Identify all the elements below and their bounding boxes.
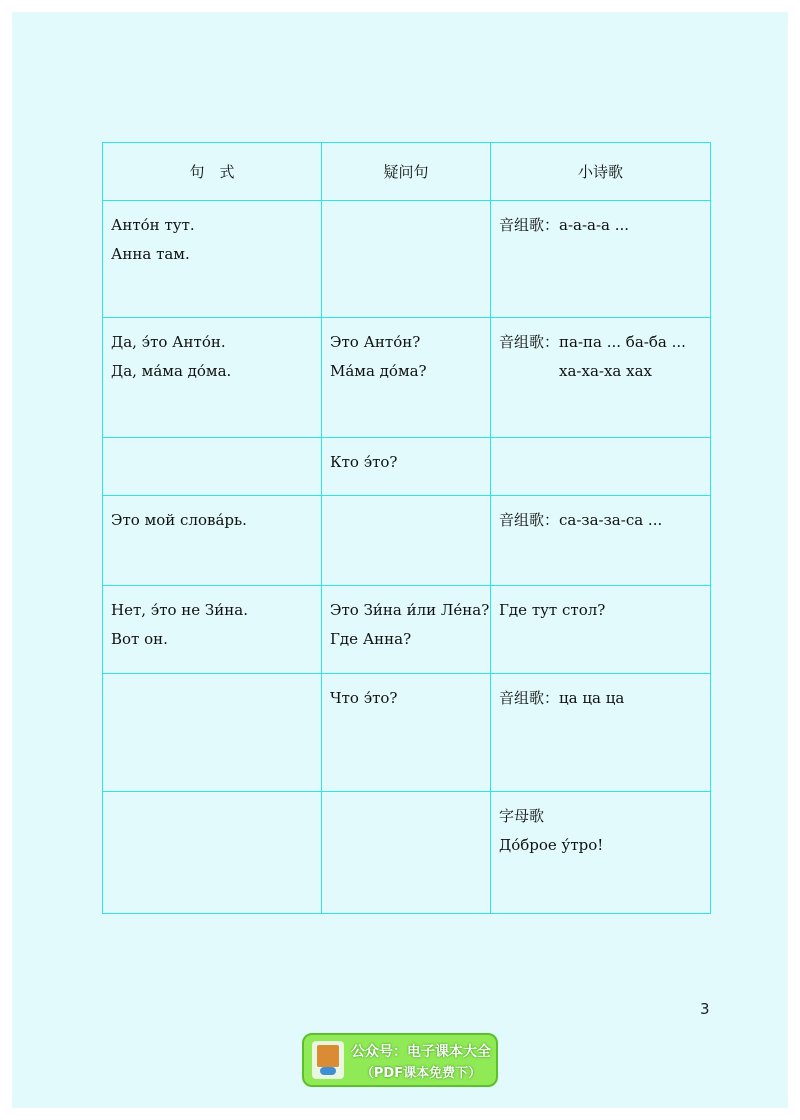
question-cell: [322, 496, 491, 586]
song-line: па-па ... ба-ба ...: [559, 333, 686, 351]
sentence-pattern-cell: [103, 586, 322, 674]
song-label: 音组歌：: [499, 511, 560, 529]
header-question: 疑问句: [322, 143, 491, 201]
cell-line: Да, ма́ма до́ма.: [111, 362, 232, 380]
poem-cell: [491, 586, 711, 674]
table-row: [103, 201, 711, 318]
table-row: [103, 438, 711, 496]
cell-line: Ма́ма до́ма?: [330, 362, 427, 380]
table-row: [103, 496, 711, 586]
cell-line: Анто́н тут.: [111, 216, 195, 234]
cell-line: Кто э́то?: [330, 453, 398, 471]
header-poem: 小诗歌: [491, 143, 711, 201]
cell-line: Где тут стол?: [499, 601, 606, 619]
table-row: [103, 586, 711, 674]
poem-cell: [491, 438, 711, 496]
sentence-pattern-cell: [103, 438, 322, 496]
song-line: са-за-за-са ...: [559, 511, 663, 529]
song-line: а-а-а-а ...: [559, 216, 630, 234]
table-row: [103, 674, 711, 792]
poem-cell: [491, 792, 711, 914]
exercise-table: [102, 142, 711, 914]
poem-cell: [491, 318, 711, 438]
cell-line: Анна там.: [111, 245, 190, 263]
page-number: 3: [700, 1000, 710, 1018]
question-cell: [322, 318, 491, 438]
sentence-pattern-cell: [103, 496, 322, 586]
cell-line: Вот он.: [111, 630, 168, 648]
song-line: ха-ха-ха хах: [559, 362, 652, 380]
song-label: 音组歌：: [499, 216, 560, 234]
sentence-pattern-cell: [103, 201, 322, 318]
table-row: [103, 318, 711, 438]
question-cell: [322, 586, 491, 674]
cell-line: Нет, э́то не Зи́на.: [111, 601, 248, 619]
cell-line: До́брое у́тро!: [499, 836, 604, 854]
cell-line: Это Зи́на и́ли Ле́на?: [330, 601, 490, 619]
watermark-line1: 公众号：电子课本大全: [351, 1044, 491, 1060]
table-header-row: [103, 143, 711, 201]
question-cell: [322, 792, 491, 914]
cell-line: Где Анна?: [330, 630, 412, 648]
sentence-pattern-cell: [103, 318, 322, 438]
poem-cell: [491, 201, 711, 318]
song-label: 音组歌：: [499, 333, 560, 351]
cell-line: Да, э́то Анто́н.: [111, 333, 226, 351]
question-cell: [322, 201, 491, 318]
header-sentence-pattern: 句 式: [103, 143, 322, 201]
song-label: 音组歌：: [499, 689, 560, 707]
question-cell: [322, 438, 491, 496]
poem-cell: [491, 496, 711, 586]
table-row: [103, 792, 711, 914]
song-line: ца ца ца: [559, 689, 625, 707]
watermark-line2: （PDF课本免费下）: [360, 1066, 482, 1081]
book-logo-icon: [312, 1041, 344, 1079]
cell-line: Это Анто́н?: [330, 333, 421, 351]
poem-cell: [491, 674, 711, 792]
watermark-badge: [302, 1033, 498, 1087]
sentence-pattern-cell: [103, 674, 322, 792]
cell-line: Что э́то?: [330, 689, 398, 707]
cell-line: 字母歌: [499, 807, 545, 825]
question-cell: [322, 674, 491, 792]
sentence-pattern-cell: [103, 792, 322, 914]
cell-line: Это мой слова́рь.: [111, 511, 247, 529]
